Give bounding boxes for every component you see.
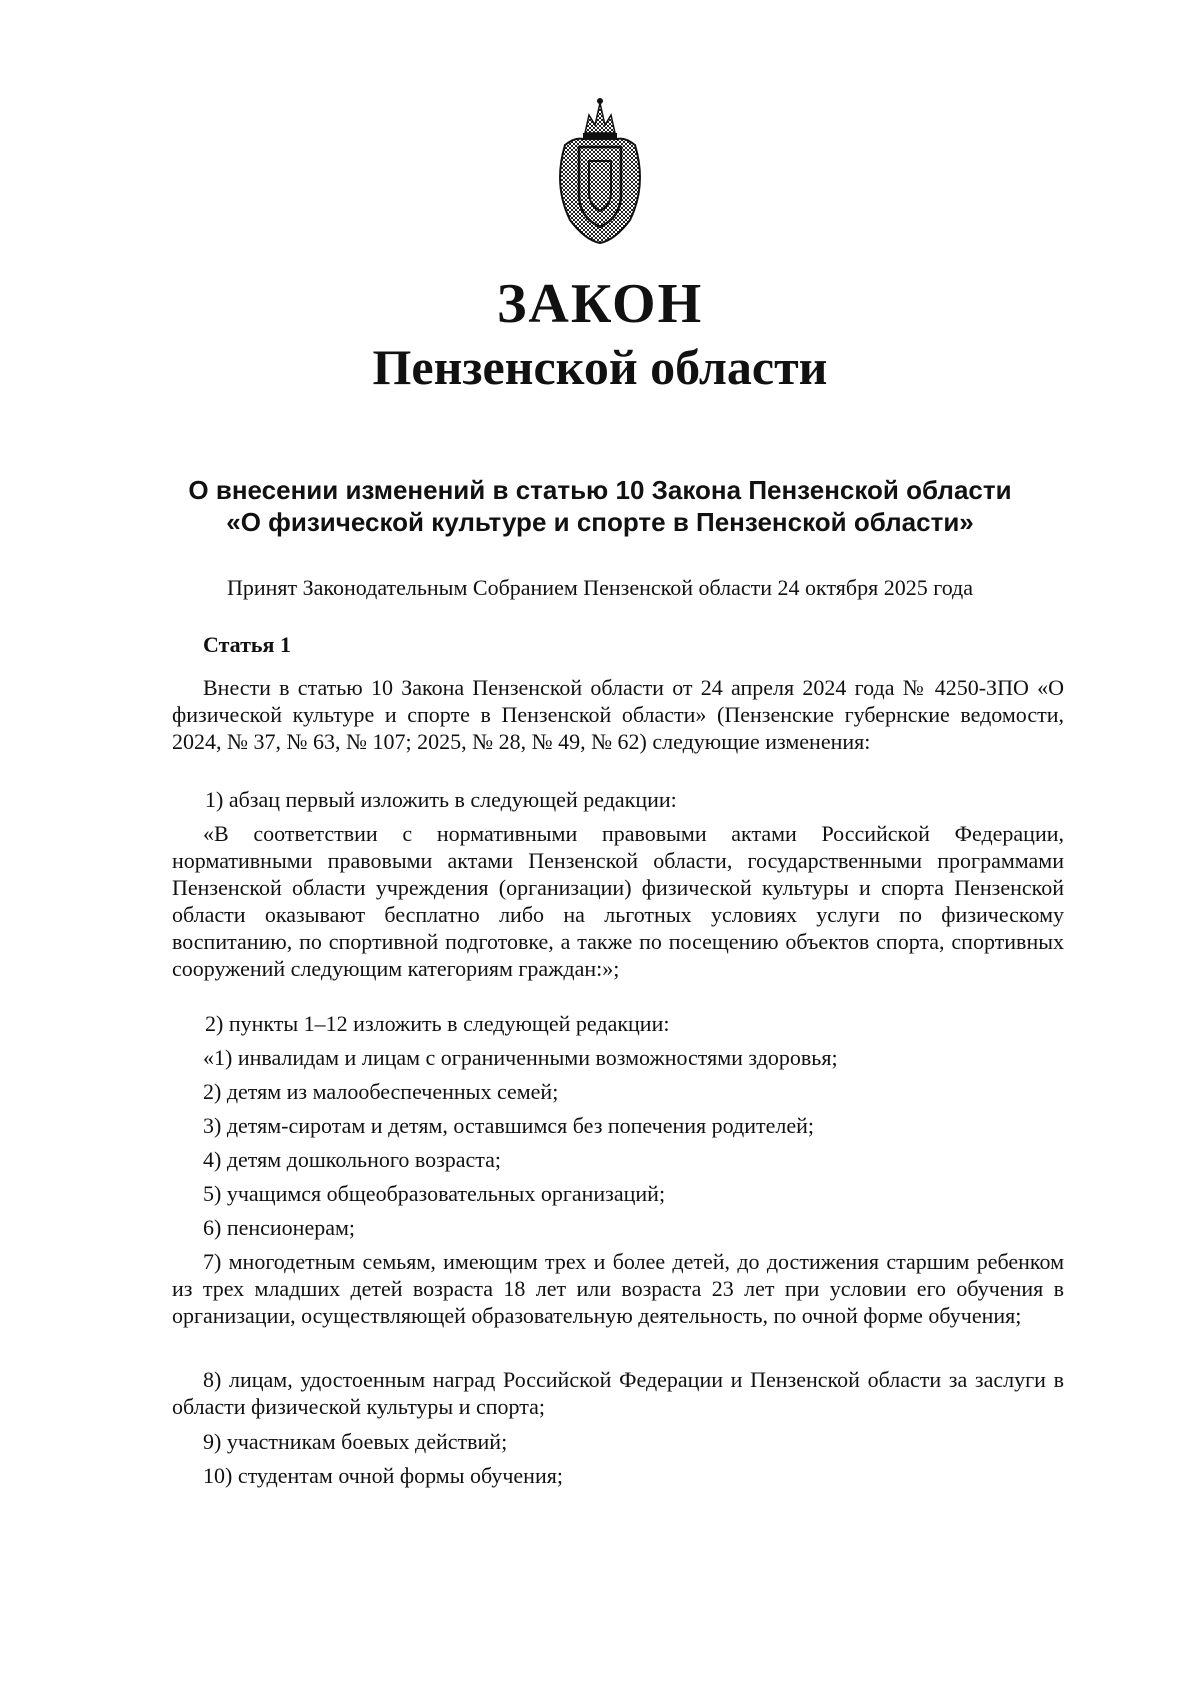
list-item: 6) пенсионерам; [203, 1215, 356, 1240]
list-item: 2) детям из малообеспеченных семей; [203, 1079, 559, 1104]
region-title: Пензенской области [372, 339, 828, 395]
amendment-item-1: 1) абзац первый изложить в следующей редакции: [205, 787, 677, 812]
list-item: 3) детям-сиротам и детям, оставшимся без попечения родителей; [203, 1113, 814, 1138]
list-item: «1) инвалидам и лицам с ограниченными возможностями здоровья; [203, 1045, 838, 1070]
list-item: 8) лицам, удостоенным наград Российской Федерации и Пензенской области за заслуги в области физической культуры и спорта; [172, 1367, 1064, 1419]
document-subtitle-line-2: «О физической культуре и спорте в Пензенской области» [226, 507, 974, 537]
adoption-note: Принят Законодательным Собранием Пензенской области 24 октября 2025 года [226, 575, 974, 600]
list-item: 5) учащимся общеобразовательных организаций; [203, 1181, 666, 1206]
law-title: ЗАКОН [496, 273, 704, 335]
amendment-item-2: 2) пункты 1–12 изложить в следующей редакции: [205, 1011, 670, 1036]
list-item: 10) студентам очной формы обучения; [203, 1463, 563, 1488]
intro-paragraph: Внести в статью 10 Закона Пензенской области от 24 апреля 2024 года № 4250-ЗПО «О физической культуре и спорте в Пензенской области» (Пензенские губернские ведомости, 2024, № 37, № 63, № 107; 2025, № 28, № 49, № 62) следующие изменения: [172, 675, 1064, 754]
list-item: 4) детям дошкольного возраста; [203, 1147, 502, 1172]
document-subtitle-line-1: О внесении изменений в статью 10 Закона Пензенской области [188, 475, 1012, 505]
list-item: 7) многодетным семьям, имеющим трех и более детей, до достижения старшим ребенком из трех младших детей возраста 18 лет или возраста 23 лет при условии его обучения в организации, осуществляющей образовательную деятельность, по очной форме обучения; [172, 1249, 1064, 1328]
list-item: 9) участникам боевых действий; [203, 1429, 508, 1454]
article-heading: Статья 1 [203, 632, 291, 657]
quoted-paragraph: «В соответствии с нормативными правовыми актами Российской Федерации, нормативными правовыми актами Пензенской области, государственными программами Пензенской области учреждения (организации) физической культуры и спорта Пензенской области оказывают бесплатно либо на льготных условиях услуги по физическому воспитанию, по спортивной подготовке, а также по посещению объектов спорта, спортивных сооружений следующим категориям граждан:»; [172, 821, 1064, 981]
penza-region-coat-of-arms-icon [545, 95, 655, 245]
